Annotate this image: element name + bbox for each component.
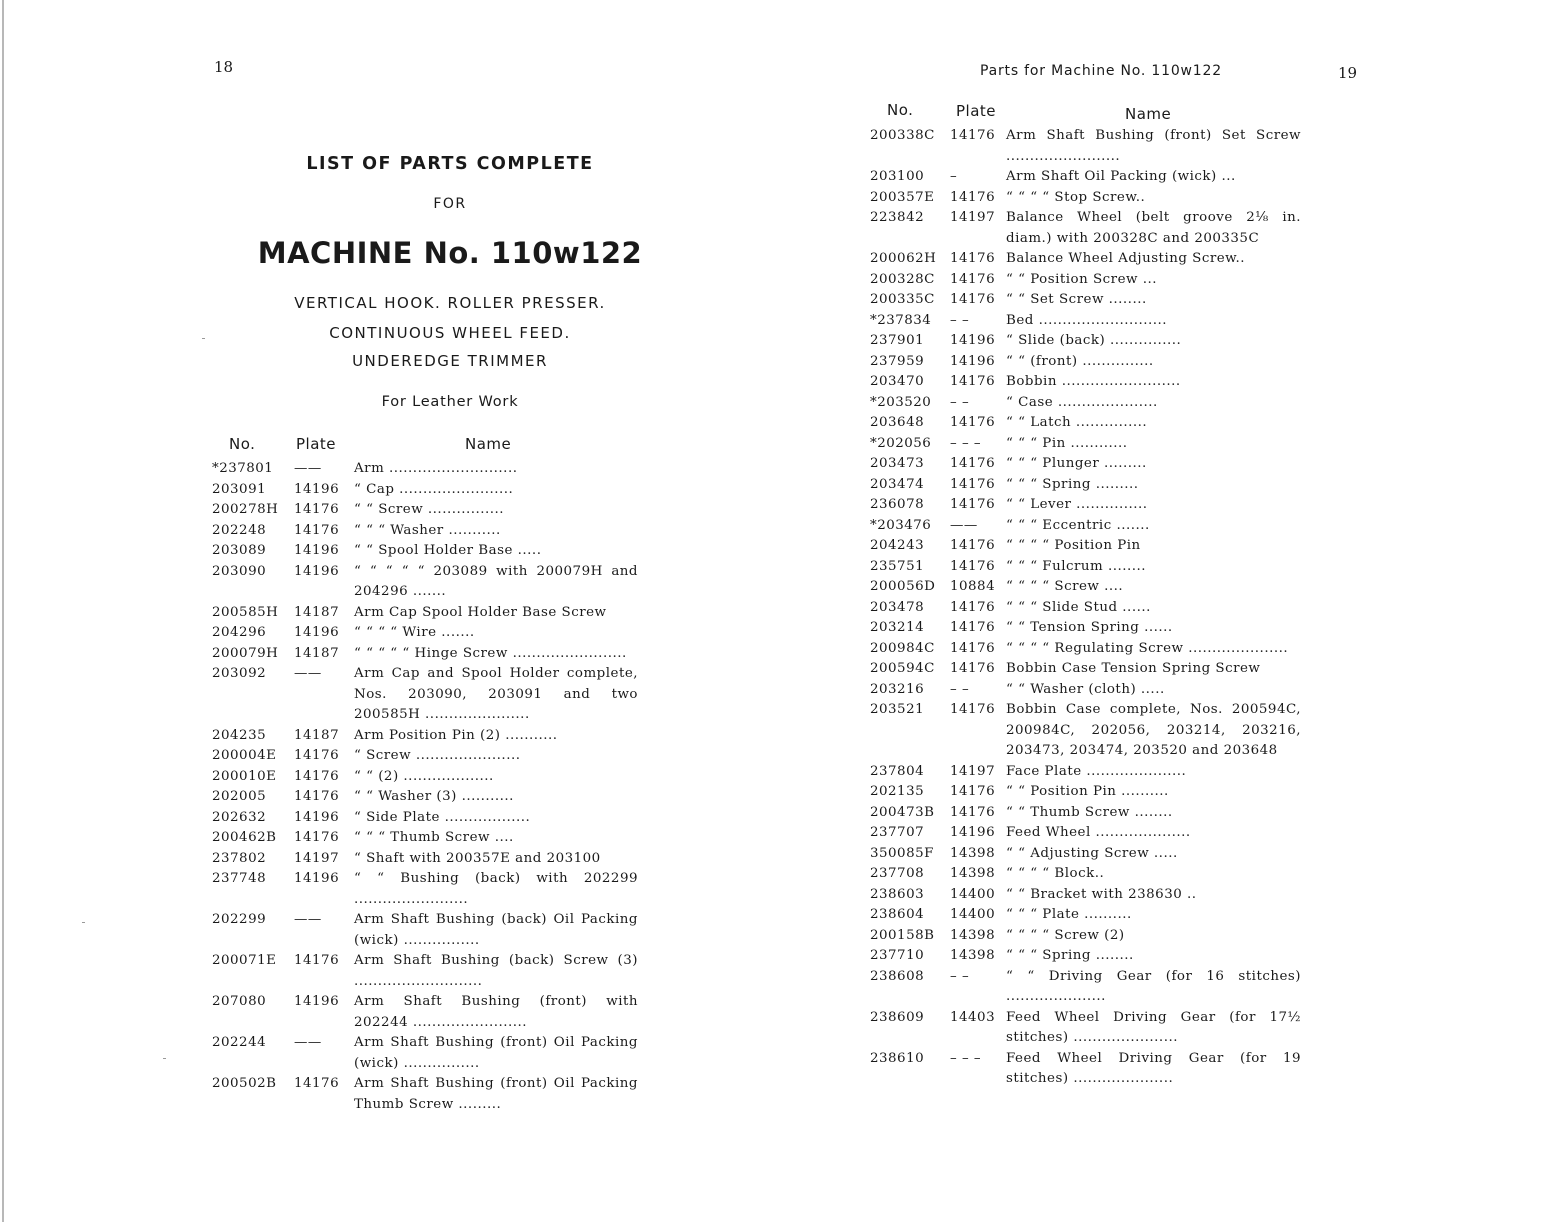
part-number: 200062H (870, 251, 937, 266)
parts-table-row (870, 516, 1301, 537)
part-name: Feed Wheel Driving Gear (for 19 stitches) ..................... (1006, 1050, 1301, 1086)
part-name: “ “ “ Washer ........... (354, 522, 501, 538)
parts-table-row (870, 967, 1301, 1008)
part-name: Balance Wheel (belt groove 2⅛ in. diam.) with 200328C and 200335C (1006, 210, 1301, 246)
plate-number: 14196 (294, 871, 340, 886)
plate-number: 14187 (294, 727, 340, 743)
part-name: “ “ “ Thumb Screw .... (354, 830, 514, 845)
parts-table-row (212, 951, 642, 992)
parts-table-row (212, 480, 642, 501)
part-number: 204296 (212, 625, 267, 640)
plate-number: 14176 (950, 415, 996, 430)
part-name: “ “ Screw ................ (354, 502, 505, 517)
subtitle-vertical-hook: VERTICAL HOOK. ROLLER PRESSER. (294, 294, 606, 312)
part-number: *203520 (870, 394, 932, 410)
plate-number: 14176 (950, 271, 996, 287)
plate-number: 14400 (950, 886, 996, 902)
part-number: 204235 (212, 727, 267, 743)
part-name: “ “ Spool Holder Base ..... (354, 543, 542, 558)
column-header-name: Name (465, 435, 512, 453)
scan-speck (163, 1058, 166, 1059)
part-number: 207080 (212, 994, 267, 1009)
part-number: 202244 (212, 1035, 267, 1050)
plate-number: 14176 (294, 522, 340, 538)
part-number: *237834 (870, 312, 932, 328)
part-number: 203470 (870, 374, 925, 389)
title-for: FOR (433, 196, 467, 212)
part-number: 237802 (212, 850, 267, 866)
plate-number: 14197 (294, 850, 340, 866)
part-name: “ “ Bracket with 238630 .. (1006, 886, 1197, 902)
part-number: 235751 (870, 558, 925, 574)
part-number: 203214 (870, 620, 925, 635)
plate-number: 14196 (294, 543, 340, 558)
parts-table-row (212, 603, 642, 624)
part-number: 203648 (870, 415, 925, 430)
parts-table-row (212, 787, 642, 808)
part-name: “ “ “ “ Screw (2) (1006, 927, 1125, 943)
part-name: Arm Shaft Bushing (back) Oil Packing (wick) ................ (354, 912, 638, 948)
part-number: 203473 (870, 456, 925, 471)
parts-table-row (870, 598, 1301, 619)
plate-number: —— (294, 912, 322, 927)
plate-number: – – – (950, 435, 982, 451)
part-number: 202632 (212, 809, 267, 825)
parts-table-row (212, 869, 642, 910)
subtitle-continuous-feed: CONTINUOUS WHEEL FEED. (329, 324, 571, 342)
parts-table-row (870, 946, 1301, 967)
part-name: “ “ “ “ Regulating Screw ..................... (1006, 640, 1289, 656)
parts-table-row (870, 659, 1301, 680)
part-number: 203216 (870, 681, 925, 697)
part-name: “ “ Position Pin .......... (1006, 784, 1169, 799)
parts-table-row (870, 188, 1301, 209)
parts-table-row (212, 541, 642, 562)
parts-table-row (870, 413, 1301, 434)
purpose-note: For Leather Work (381, 394, 519, 410)
part-number: 200335C (870, 292, 935, 307)
part-number: 237710 (870, 948, 925, 963)
parts-table-row (870, 126, 1301, 167)
plate-number: 14176 (294, 502, 340, 517)
part-number: 238604 (870, 907, 925, 922)
parts-table-row (212, 1074, 642, 1115)
plate-number: —— (294, 666, 322, 681)
parts-table-row (870, 434, 1301, 455)
parts-table-row (870, 762, 1301, 783)
part-name: “ “ “ Pin ............ (1006, 435, 1128, 451)
part-number: 223842 (870, 210, 925, 225)
part-number: 237804 (870, 763, 925, 779)
parts-table-row (212, 746, 642, 767)
part-number: 204243 (870, 538, 925, 553)
parts-table-row (870, 208, 1301, 249)
part-number: 200462B (212, 830, 277, 845)
plate-number: – – (950, 312, 970, 328)
part-name: Arm Cap and Spool Holder complete, Nos. 203090, 203091 and two 200585H ...................... (354, 666, 638, 722)
scan-speck (202, 338, 205, 339)
part-name: “ Screw ...................... (354, 748, 521, 763)
plate-number: —— (950, 517, 978, 533)
part-name: Arm Shaft Bushing (front) Oil Packing (wick) ................ (354, 1035, 638, 1071)
plate-number: 14398 (950, 866, 996, 881)
plate-number: 14400 (950, 907, 996, 922)
plate-number: 14176 (950, 661, 996, 676)
plate-number: 14176 (950, 599, 996, 615)
parts-table-row (212, 459, 642, 480)
parts-table-row (870, 270, 1301, 291)
part-number: 238603 (870, 886, 925, 902)
plate-number: 14196 (294, 563, 340, 579)
part-number: 237748 (212, 871, 267, 886)
plate-number: 14176 (950, 497, 996, 512)
part-name: Bobbin ......................... (1006, 374, 1181, 389)
part-name: “ “ “ “ “ 203089 with 200079H and 204296 ....... (354, 563, 638, 599)
plate-number: 14176 (950, 189, 996, 205)
plate-number: – – (950, 968, 970, 984)
plate-number: 14187 (294, 604, 340, 620)
plate-number: 14176 (950, 702, 996, 717)
part-number: *237801 (212, 461, 274, 476)
title-list-of-parts: LIST OF PARTS COMPLETE (306, 154, 594, 174)
parts-table-row (870, 393, 1301, 414)
parts-table-row (870, 372, 1301, 393)
part-number: *202056 (870, 435, 932, 451)
part-number: 202248 (212, 522, 267, 538)
part-name: “ “ (front) ............... (1006, 353, 1154, 369)
part-name: Arm Position Pin (2) ........... (354, 727, 558, 743)
part-name: “ “ “ Slide Stud ...... (1006, 599, 1151, 615)
part-name: “ “ “ “ Block.. (1006, 866, 1105, 881)
part-name: “ “ “ Plunger ......... (1006, 456, 1147, 471)
part-number: 238610 (870, 1050, 925, 1066)
plate-number: 14176 (950, 784, 996, 799)
part-name: Arm Shaft Bushing (back) Screw (3) ........................... (354, 953, 638, 989)
part-name: “ “ Latch ............... (1006, 415, 1148, 430)
plate-number: 14398 (950, 948, 996, 963)
part-name: Arm ........................... (354, 461, 518, 476)
parts-table-row (870, 864, 1301, 885)
part-name: “ “ Set Screw ........ (1006, 292, 1147, 307)
parts-table-row (870, 557, 1301, 578)
parts-table-row (870, 823, 1301, 844)
parts-table-row (870, 454, 1301, 475)
plate-number: 14176 (950, 128, 996, 143)
parts-table-row (212, 521, 642, 542)
parts-table-row (870, 680, 1301, 701)
parts-table-row (212, 500, 642, 521)
column-header-plate: Plate (956, 102, 997, 120)
part-number: 200010E (212, 768, 277, 784)
part-name: “ “ “ Plate .......... (1006, 907, 1132, 922)
part-name: “ “ Thumb Screw ........ (1006, 804, 1173, 820)
plate-number: 14196 (294, 625, 340, 640)
parts-table-row (870, 352, 1301, 373)
part-name: Feed Wheel Driving Gear (for 17½ stitches) ...................... (1006, 1009, 1301, 1045)
parts-table-row (870, 639, 1301, 660)
plate-number: – (950, 169, 958, 184)
part-name: “ “ Position Screw ... (1006, 271, 1157, 287)
plate-number: 14176 (294, 748, 340, 763)
part-name: Arm Shaft Bushing (front) Oil Packing Thumb Screw ......... (354, 1076, 638, 1112)
parts-table-row (212, 808, 642, 829)
part-name: “ “ Washer (cloth) ..... (1006, 681, 1165, 697)
part-number: 200585H (212, 604, 279, 620)
part-name: “ “ “ Spring ......... (1006, 476, 1139, 492)
part-name: Bobbin Case Tension Spring Screw (1006, 661, 1261, 676)
parts-table-left (212, 459, 642, 1115)
part-number: 238608 (870, 968, 925, 984)
parts-table-row (870, 331, 1301, 352)
part-number: 200004E (212, 748, 277, 763)
parts-table-row (870, 1008, 1301, 1049)
part-number: 237901 (870, 333, 925, 348)
column-header-no: No. (887, 101, 914, 119)
plate-number: 14398 (950, 927, 996, 943)
plate-number: 14176 (950, 538, 996, 553)
part-number: 203089 (212, 543, 267, 558)
parts-table-right (870, 126, 1301, 1090)
part-name: “ Cap ........................ (354, 481, 514, 497)
parts-table-row (212, 849, 642, 870)
part-number: 202135 (870, 784, 925, 799)
part-number: *203476 (870, 517, 932, 533)
parts-table-row (212, 767, 642, 788)
parts-table-row (870, 905, 1301, 926)
part-name: Arm Cap Spool Holder Base Screw (354, 604, 607, 620)
plate-number: 14176 (294, 1076, 340, 1091)
part-number: 200338C (870, 128, 935, 143)
part-name: “ Shaft with 200357E and 203100 (354, 850, 601, 866)
part-number: 200984C (870, 640, 935, 656)
plate-number: 14196 (294, 994, 340, 1009)
plate-number: 14196 (950, 353, 996, 369)
part-number: 203474 (870, 476, 925, 492)
plate-number: 14196 (950, 825, 996, 840)
part-name: Arm Shaft Bushing (front) Set Screw ........................ (1006, 128, 1301, 164)
plate-number: – – (950, 394, 970, 410)
part-name: “ “ “ Spring ........ (1006, 948, 1134, 963)
plate-number: 14176 (950, 251, 996, 266)
parts-table-row (870, 1049, 1301, 1090)
parts-table-row (212, 910, 642, 951)
part-number: 203090 (212, 563, 267, 579)
part-number: 237959 (870, 353, 925, 369)
page-number-left: 18 (214, 58, 234, 76)
part-name: Face Plate ..................... (1006, 763, 1187, 779)
part-number: 237707 (870, 825, 925, 840)
part-number: 200158B (870, 927, 935, 943)
plate-number: 14176 (294, 953, 340, 968)
parts-table-row (212, 664, 642, 726)
plate-number: 14196 (950, 333, 996, 348)
part-name: “ “ “ Fulcrum ........ (1006, 558, 1147, 574)
part-number: 203521 (870, 702, 925, 717)
part-number: 202299 (212, 912, 267, 927)
parts-table-row (870, 782, 1301, 803)
parts-table-row (870, 700, 1301, 762)
parts-table-row (870, 618, 1301, 639)
plate-number: 14187 (294, 645, 340, 661)
part-name: “ “ Washer (3) ........... (354, 789, 514, 804)
part-name: “ “ “ “ Wire ....... (354, 625, 475, 640)
column-header-name: Name (1125, 105, 1172, 123)
part-number: 237708 (870, 866, 925, 881)
part-number: 236078 (870, 497, 925, 512)
part-name: “ “ Lever ............... (1006, 497, 1148, 512)
plate-number: —— (294, 1035, 322, 1050)
part-number: 200278H (212, 502, 279, 517)
part-number: 200056D (870, 579, 936, 594)
part-name: Bed ........................... (1006, 312, 1168, 328)
part-name: Arm Shaft Oil Packing (wick) ... (1006, 169, 1236, 184)
plate-number: 14176 (950, 476, 996, 492)
page-number-right: 19 (1338, 64, 1358, 82)
plate-number: 14176 (950, 640, 996, 656)
parts-table-row (870, 475, 1301, 496)
parts-table-row (212, 644, 642, 665)
plate-number: 14176 (294, 830, 340, 845)
plate-number: 14196 (294, 481, 340, 497)
plate-number: 14197 (950, 763, 996, 779)
part-number: 200071E (212, 953, 277, 968)
parts-table-row (212, 623, 642, 644)
plate-number: 14403 (950, 1009, 996, 1025)
parts-table-row (870, 844, 1301, 865)
plate-number: 14176 (950, 374, 996, 389)
parts-table-row (870, 803, 1301, 824)
parts-table-row (870, 249, 1301, 270)
parts-table-row (870, 885, 1301, 906)
parts-table-row (212, 828, 642, 849)
parts-table-row (212, 726, 642, 747)
part-name: Arm Shaft Bushing (front) with 202244 ........................ (354, 994, 638, 1030)
part-name: “ Slide (back) ............... (1006, 333, 1182, 348)
part-name: “ “ Tension Spring ...... (1006, 620, 1173, 635)
plate-number: 14196 (294, 809, 340, 825)
plate-number: – – (950, 681, 970, 697)
part-name: “ “ “ “ Screw .... (1006, 579, 1124, 594)
part-name: “ Case ..................... (1006, 394, 1158, 410)
part-name: “ “ “ “ “ Hinge Screw ........................ (354, 645, 627, 661)
part-name: Balance Wheel Adjusting Screw.. (1006, 251, 1246, 266)
part-number: 200502B (212, 1076, 277, 1091)
plate-number: 14176 (950, 620, 996, 635)
part-name: “ “ “ “ Stop Screw.. (1006, 189, 1146, 205)
part-name: “ “ Driving Gear (for 16 stitches) ..................... (1006, 968, 1301, 1004)
part-number: 200473B (870, 804, 935, 820)
part-number: 200328C (870, 271, 935, 287)
parts-table-row (870, 536, 1301, 557)
part-number: 200594C (870, 661, 935, 676)
plate-number: 14176 (950, 292, 996, 307)
parts-table-row (870, 495, 1301, 516)
part-name: “ “ “ “ Position Pin (1006, 538, 1141, 553)
part-name: “ Side Plate .................. (354, 809, 531, 825)
parts-table-row (870, 926, 1301, 947)
part-name: “ “ “ Eccentric ....... (1006, 517, 1150, 533)
parts-table-row (212, 1033, 642, 1074)
scan-speck (82, 922, 85, 923)
plate-number: —— (294, 461, 322, 476)
plate-number: 14176 (950, 804, 996, 820)
plate-number: 14176 (294, 789, 340, 804)
column-header-plate: Plate (296, 435, 337, 453)
part-number: 203092 (212, 666, 267, 681)
column-header-no: No. (229, 435, 256, 453)
parts-table-row (870, 290, 1301, 311)
part-number: 350085F (870, 845, 934, 861)
plate-number: 10884 (950, 579, 996, 594)
part-number: 202005 (212, 789, 267, 804)
parts-table-row (212, 562, 642, 603)
parts-table-row (870, 577, 1301, 598)
plate-number: 14176 (294, 768, 340, 784)
scan-edge-line (2, 0, 4, 1222)
parts-table-row (870, 167, 1301, 188)
part-number: 203478 (870, 599, 925, 615)
subtitle-trimmer: UNDEREDGE TRIMMER (352, 352, 548, 370)
part-name: “ “ Bushing (back) with 202299 ........................ (354, 871, 638, 907)
part-name: Bobbin Case complete, Nos. 200594C, 200984C, 202056, 203214, 203216, 203473, 203474, 203520 and 203648 (1006, 702, 1301, 758)
part-number: 203091 (212, 481, 267, 497)
parts-table-row (212, 992, 642, 1033)
part-name: “ “ (2) ................... (354, 768, 494, 784)
part-number: 238609 (870, 1009, 925, 1025)
parts-table-row (870, 311, 1301, 332)
part-number: 200357E (870, 189, 935, 205)
part-number: 203100 (870, 169, 925, 184)
machine-title: MACHINE No. 110w122 (257, 236, 643, 270)
plate-number: 14176 (950, 456, 996, 471)
plate-number: 14197 (950, 210, 996, 225)
plate-number: 14176 (950, 558, 996, 574)
part-name: “ “ Adjusting Screw ..... (1006, 845, 1178, 861)
plate-number: – – – (950, 1050, 982, 1066)
part-number: 200079H (212, 645, 279, 661)
running-head: Parts for Machine No. 110w122 (980, 63, 1222, 79)
plate-number: 14398 (950, 845, 996, 861)
part-name: Feed Wheel .................... (1006, 825, 1191, 840)
